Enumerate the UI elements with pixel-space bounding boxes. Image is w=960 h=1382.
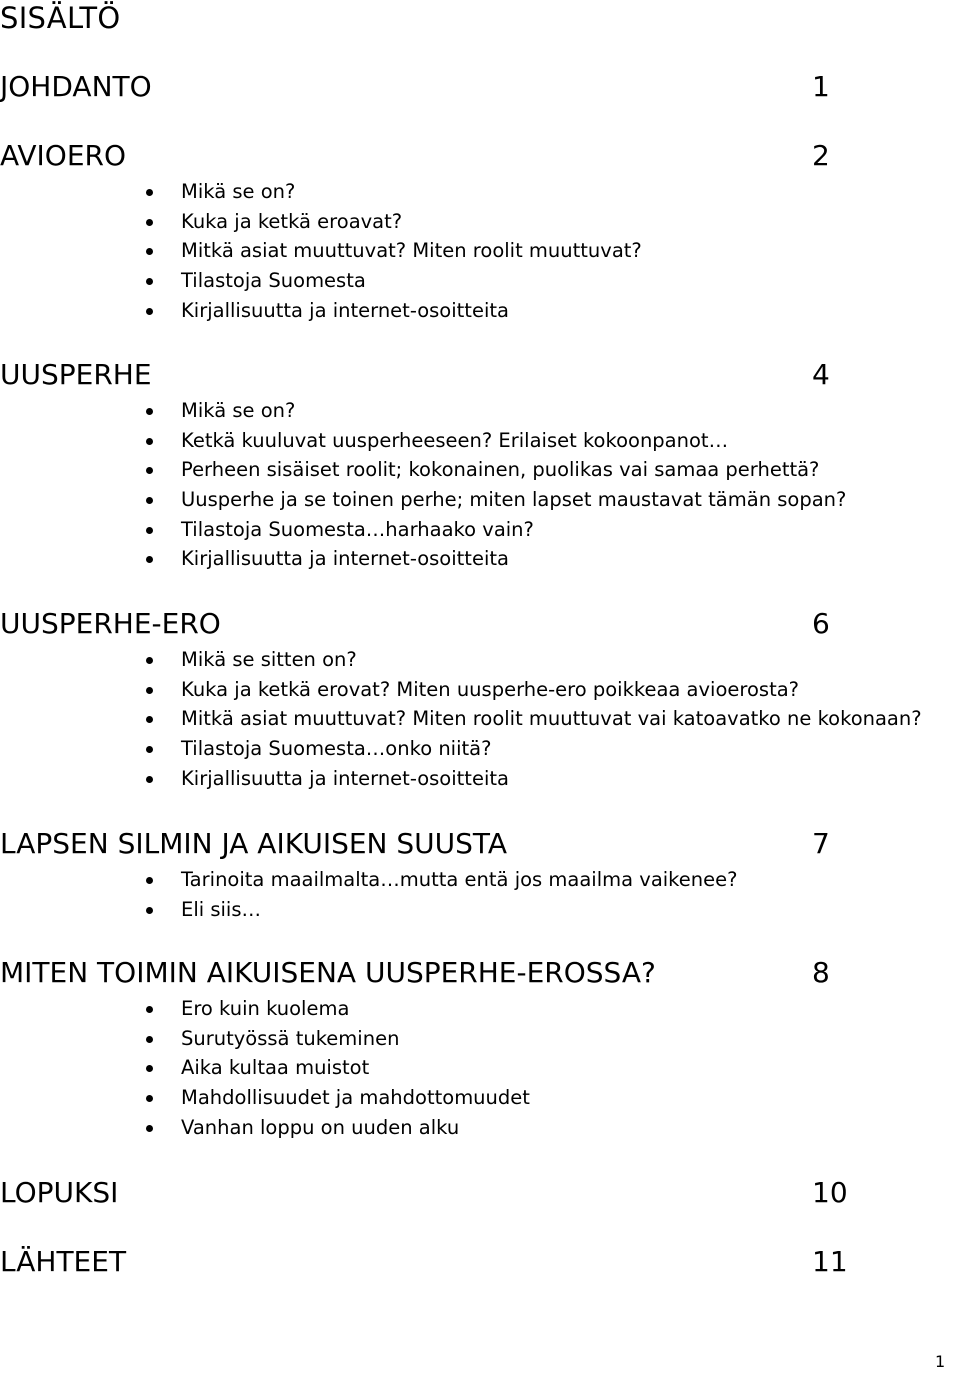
list-item-text: Uusperhe ja se toinen perhe; miten lapset maustavat tämän sopan? — [181, 488, 847, 512]
list-item — [0, 764, 960, 794]
bullet-icon — [146, 438, 153, 445]
bullet-icon — [146, 1036, 153, 1043]
list-item-text: Kirjallisuutta ja internet-osoitteita — [181, 766, 509, 790]
list-item-text: Tilastoja Suomesta — [181, 269, 366, 293]
bullet-list-uusperhe — [0, 396, 960, 574]
section-heading-lopuksi — [0, 1175, 960, 1211]
bullet-list-lapsen-silmin — [0, 865, 960, 924]
list-item — [0, 455, 960, 485]
page-number: 1 — [935, 1352, 946, 1371]
list-item — [0, 236, 960, 266]
section-title: UUSPERHE-ERO — [0, 607, 221, 640]
bullet-icon — [146, 746, 153, 753]
list-item-text: Vanhan loppu on uuden alku — [181, 1115, 460, 1139]
bullet-icon — [146, 248, 153, 255]
section-title: AVIOERO — [0, 139, 126, 172]
list-item — [0, 1053, 960, 1083]
list-item-text: Aika kultaa muistot — [181, 1056, 370, 1080]
list-item — [0, 734, 960, 764]
list-item-text: Tilastoja Suomesta…harhaako vain? — [181, 517, 534, 541]
list-item-text: Kuka ja ketkä erovat? Miten uusperhe-ero poikkeaa avioerosta? — [181, 677, 800, 701]
list-item-text: Mitkä asiat muuttuvat? Miten roolit muuttuvat? — [181, 239, 642, 263]
list-item-text: Tilastoja Suomesta…onko niitä? — [181, 737, 492, 761]
section-page-number: 11 — [812, 1245, 848, 1278]
bullet-icon — [146, 687, 153, 694]
bullet-icon — [146, 907, 153, 914]
bullet-list-uusperhe-ero — [0, 645, 960, 793]
list-item-text: Kirjallisuutta ja internet-osoitteita — [181, 298, 509, 322]
bullet-icon — [146, 308, 153, 315]
list-item-text: Kirjallisuutta ja internet-osoitteita — [181, 547, 509, 571]
toc-title: SISÄLTÖ — [0, 1, 121, 35]
bullet-icon — [146, 1125, 153, 1132]
list-item — [0, 865, 960, 895]
list-item — [0, 704, 960, 734]
section-page-number: 4 — [812, 358, 830, 391]
bullet-icon — [146, 556, 153, 563]
list-item — [0, 1083, 960, 1113]
bullet-icon — [146, 527, 153, 534]
section-heading-johdanto — [0, 69, 960, 105]
list-item — [0, 544, 960, 574]
bullet-icon — [146, 1095, 153, 1102]
bullet-icon — [146, 278, 153, 285]
bullet-list-avioero — [0, 177, 960, 325]
section-heading-lapsen-silmin — [0, 826, 960, 862]
list-item — [0, 396, 960, 426]
list-item-text: Ketkä kuuluvat uusperheeseen? Erilaiset kokoonpanot… — [181, 428, 729, 452]
bullet-icon — [146, 467, 153, 474]
section-title: UUSPERHE — [0, 358, 152, 391]
section-page-number: 10 — [812, 1176, 848, 1209]
list-item-text: Surutyössä tukeminen — [181, 1026, 400, 1050]
section-heading-uusperhe-ero — [0, 606, 960, 642]
list-item — [0, 207, 960, 237]
list-item — [0, 675, 960, 705]
list-item-text: Eli siis… — [181, 897, 262, 921]
list-item — [0, 266, 960, 296]
list-item-text: Kuka ja ketkä eroavat? — [181, 209, 403, 233]
section-page-number: 2 — [812, 139, 830, 172]
list-item-text: Mahdollisuudet ja mahdottomuudet — [181, 1086, 530, 1110]
bullet-icon — [146, 408, 153, 415]
list-item — [0, 515, 960, 545]
list-item — [0, 426, 960, 456]
list-item — [0, 1024, 960, 1054]
section-page-number: 6 — [812, 607, 830, 640]
bullet-list-miten-toimin — [0, 994, 960, 1142]
section-page-number: 7 — [812, 827, 830, 860]
list-item-text: Tarinoita maailmalta…mutta entä jos maailma vaikenee? — [181, 868, 738, 891]
section-title: JOHDANTO — [0, 70, 152, 103]
list-item — [0, 895, 960, 925]
bullet-icon — [146, 877, 153, 884]
section-title: LOPUKSI — [0, 1176, 119, 1209]
list-item-text: Perheen sisäiset roolit; kokonainen, puolikas vai samaa perhettä? — [181, 458, 820, 482]
section-title: LÄHTEET — [0, 1245, 127, 1278]
list-item-text: Ero kuin kuolema — [181, 997, 350, 1020]
bullet-icon — [146, 1065, 153, 1072]
list-item-text: Mitkä asiat muuttuvat? Miten roolit muuttuvat vai katoavatko ne kokonaan? — [181, 707, 922, 731]
list-item — [0, 177, 960, 207]
section-title: MITEN TOIMIN AIKUISENA UUSPERHE-EROSSA? — [0, 956, 656, 989]
section-page-number: 8 — [812, 956, 830, 989]
bullet-icon — [146, 497, 153, 504]
section-heading-miten-toimin — [0, 955, 960, 991]
section-page-number: 1 — [812, 70, 830, 103]
list-item — [0, 1113, 960, 1143]
section-heading-lahteet — [0, 1244, 960, 1280]
list-item-text: Mikä se on? — [181, 399, 296, 422]
bullet-icon — [146, 189, 153, 196]
bullet-icon — [146, 716, 153, 723]
section-title: LAPSEN SILMIN JA AIKUISEN SUUSTA — [0, 827, 508, 860]
list-item — [0, 485, 960, 515]
bullet-icon — [146, 776, 153, 783]
section-heading-uusperhe — [0, 357, 960, 393]
list-item-text: Mikä se on? — [181, 180, 296, 203]
list-item — [0, 296, 960, 326]
section-heading-avioero — [0, 138, 960, 174]
bullet-icon — [146, 219, 153, 226]
bullet-icon — [146, 657, 153, 664]
bullet-icon — [146, 1006, 153, 1013]
list-item — [0, 994, 960, 1024]
list-item — [0, 645, 960, 675]
list-item-text: Mikä se sitten on? — [181, 648, 357, 671]
